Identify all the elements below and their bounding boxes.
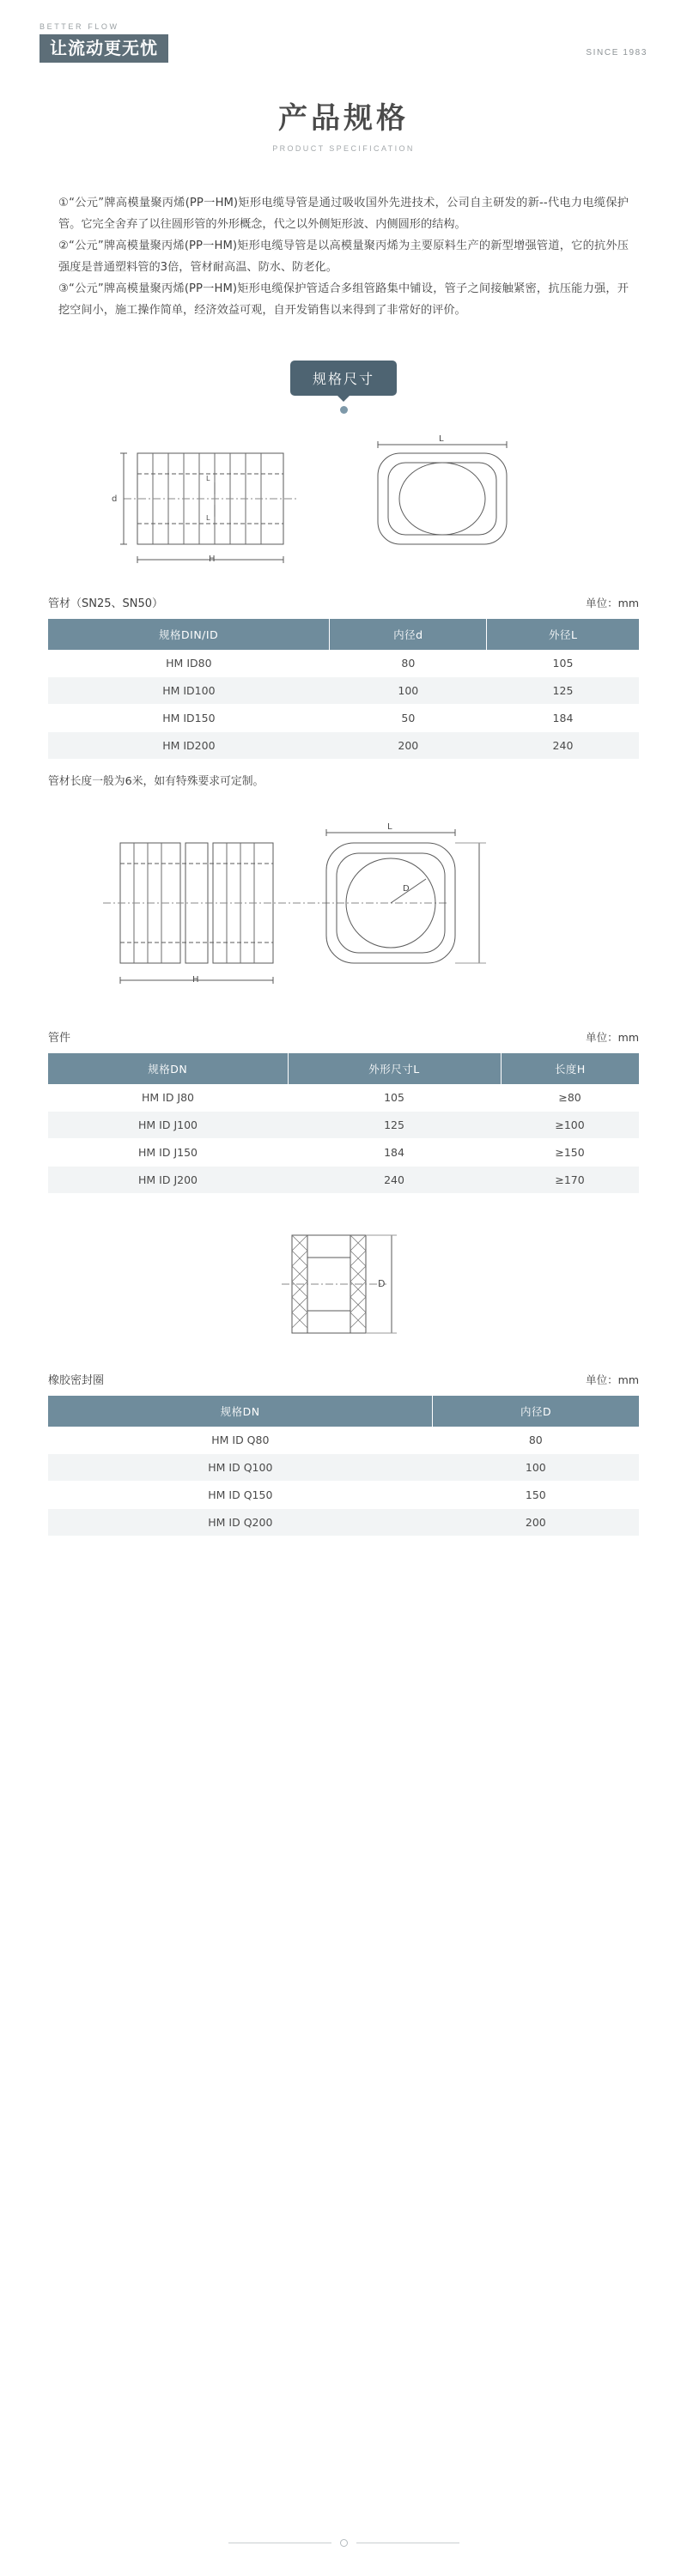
intro-paragraph-2: ②“公元”牌高模量聚丙烯(PP一HM)矩形电缆导管是以高模量聚丙烯为主要原料生产的新型增强管道，它的抗外压强度是普通塑料管的3倍，管材耐高温、防水、防老化。 (58, 239, 629, 274)
page-header (0, 0, 687, 86)
intro-paragraphs (58, 192, 629, 321)
pipe-technical-drawing (86, 434, 601, 572)
table-header-row (48, 1053, 639, 1084)
table-fitting-block (48, 1028, 639, 1194)
brand-name: 让流动更无忧 (40, 34, 168, 63)
cell: HM ID Q80 (48, 1427, 433, 1454)
cell: HM ID Q150 (48, 1482, 433, 1509)
table-row (48, 677, 639, 705)
cell: HM ID200 (48, 732, 330, 760)
table-row (48, 732, 639, 760)
cell: 125 (487, 677, 639, 705)
brand-tagline: BETTER FLOW (40, 22, 119, 31)
table-row (48, 1084, 639, 1112)
drawing3-label-D: D (378, 1278, 386, 1289)
table-seal-caption: 橡胶密封圈 (48, 1374, 105, 1387)
drawing1-label-l2: L (206, 514, 210, 522)
drawing1-label-l1: L (206, 475, 210, 482)
table-fitting-col-0: 规格DN (48, 1053, 288, 1084)
page-footer-decoration (0, 2539, 687, 2547)
table-header-row (48, 1396, 639, 1427)
table-pipe-unit: 单位：mm (586, 597, 639, 609)
table-seal (48, 1396, 639, 1537)
cell: 105 (288, 1084, 501, 1112)
cell: HM ID Q100 (48, 1454, 433, 1482)
table-seal-block (48, 1371, 639, 1537)
table-pipe-col-2: 外径L (487, 619, 639, 650)
cell: HM ID100 (48, 677, 330, 705)
table-fitting-col-1: 外形尺寸L (288, 1053, 501, 1084)
table-fitting-caption: 管件 (48, 1032, 71, 1045)
page-title: 产品规格 (278, 101, 409, 136)
cell: 100 (433, 1454, 639, 1482)
section-badge: 规格尺寸 (290, 361, 397, 396)
coupling-technical-drawing (69, 817, 618, 1006)
table-pipe (48, 619, 639, 760)
table-row (48, 1454, 639, 1482)
intro-paragraph-1: ①“公元”牌高模量聚丙烯(PP一HM)矩形电缆导管是通过吸收国外先进技术，公司自主研发的新--代电力电缆保护管。它完全舍弃了以往圆形管的外形概念，代之以外侧矩形波、内侧圆形的结构。 (58, 197, 629, 231)
cell: ≥150 (501, 1139, 639, 1167)
table-row (48, 1509, 639, 1537)
table-pipe-col-1: 内径d (330, 619, 487, 650)
cell: 105 (487, 650, 639, 677)
table-seal-col-1: 内径D (433, 1396, 639, 1427)
table-pipe-col-0: 规格DIN/ID (48, 619, 330, 650)
drawing1-label-H: H (209, 555, 216, 564)
table-row (48, 650, 639, 677)
table-row (48, 1139, 639, 1167)
table-header-row (48, 619, 639, 650)
table-row (48, 705, 639, 732)
table-row (48, 1167, 639, 1194)
footer-circle-icon (340, 2539, 348, 2547)
cell: 150 (433, 1482, 639, 1509)
table-pipe-block (48, 594, 639, 760)
page-subtitle: PRODUCT SPECIFICATION (272, 144, 415, 153)
brand-logo (40, 22, 168, 63)
cell: ≥170 (501, 1167, 639, 1194)
table-seal-col-0: 规格DN (48, 1396, 433, 1427)
cell: HM ID Q200 (48, 1509, 433, 1537)
cell: HM ID J100 (48, 1112, 288, 1139)
table-row (48, 1482, 639, 1509)
cell: HM ID150 (48, 705, 330, 732)
cell: HM ID J80 (48, 1084, 288, 1112)
seal-ring-technical-drawing (215, 1220, 472, 1349)
drawing1-label-d: d (112, 494, 118, 504)
cell: HM ID J150 (48, 1139, 288, 1167)
table-pipe-caption: 管材（SN25、SN50） (48, 597, 164, 610)
table-fitting (48, 1053, 639, 1194)
table-fitting-unit: 单位：mm (586, 1031, 639, 1044)
cell: 200 (433, 1509, 639, 1537)
since-label: SINCE 1983 (586, 48, 647, 58)
drawing2-label-D: D (403, 884, 410, 894)
table-fitting-col-2: 长度H (501, 1053, 639, 1084)
cell: 80 (330, 650, 487, 677)
intro-paragraph-3: ③“公元”牌高模量聚丙烯(PP一HM)矩形电缆保护管适合多组管路集中铺设，管子之间接触紧密，抗压能力强，开挖空间小，施工操作简单，经济效益可观，自开发销售以来得到了非常好的评价。 (58, 282, 629, 317)
cell: 50 (330, 705, 487, 732)
cell: 80 (433, 1427, 639, 1454)
badge-dot-decoration (340, 406, 348, 414)
cell: 184 (288, 1139, 501, 1167)
cell: HM ID J200 (48, 1167, 288, 1194)
drawing1-label-L: L (439, 434, 444, 444)
table-seal-unit: 单位：mm (586, 1373, 639, 1386)
cell: 125 (288, 1112, 501, 1139)
cell: ≥80 (501, 1084, 639, 1112)
section-badge-block (0, 361, 687, 414)
table-row (48, 1112, 639, 1139)
cell: 200 (330, 732, 487, 760)
pipe-length-note: 管材长度一般为6米，如有特殊要求可定制。 (48, 775, 264, 788)
cell: ≥100 (501, 1112, 639, 1139)
cell: 100 (330, 677, 487, 705)
cell: 240 (288, 1167, 501, 1194)
drawing2-label-L: L (387, 822, 392, 832)
cell: 240 (487, 732, 639, 760)
page-title-block (0, 94, 687, 153)
drawing2-label-H: H (192, 975, 199, 985)
cell: HM ID80 (48, 650, 330, 677)
table-row (48, 1427, 639, 1454)
cell: 184 (487, 705, 639, 732)
